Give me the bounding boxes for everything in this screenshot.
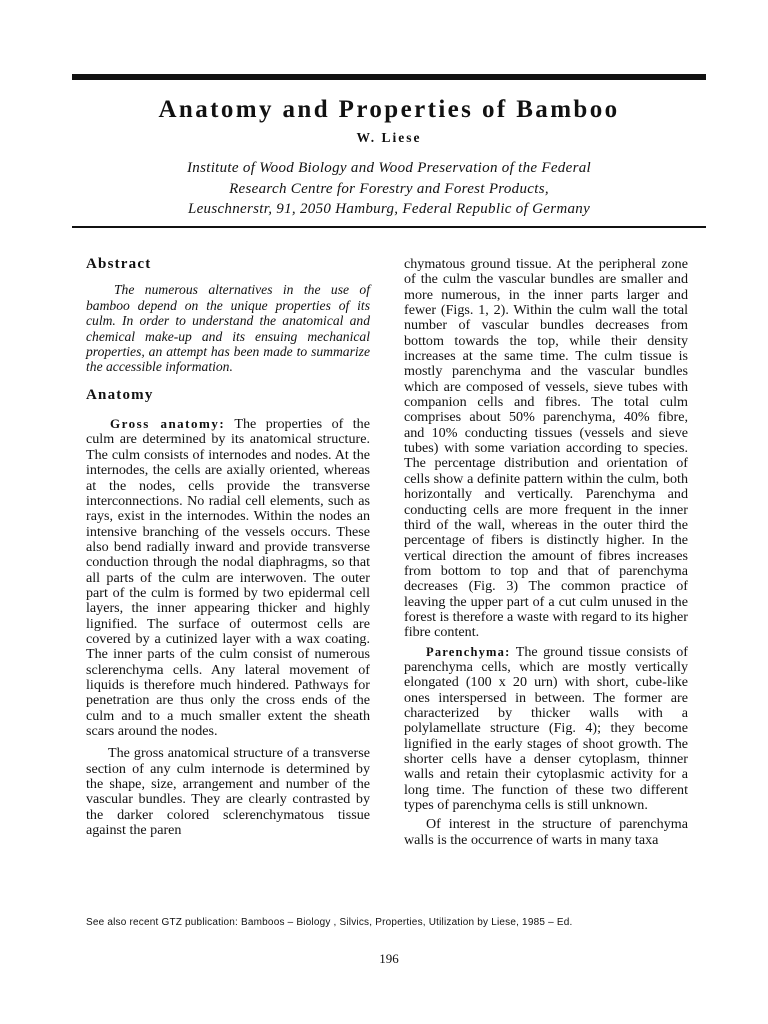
parenchyma-label: Parenchyma: (426, 644, 511, 659)
cross-section-paragraph: The gross anatomical structure of a transverse section of any culm internode is determined by the shape, size, arrangement and number of the vascular bundles. They are clearly contrasted by the darker colored sclerenchymatous tissue against the paren (86, 745, 370, 839)
gross-anatomy-text: The properties of the culm are determined by its anatomical structure. The culm consists of internodes and nodes. At the internodes, the cells are axially oriented, whereas at the nodes, cells provide the transverse interconnections. No radial cell elements, such as rays, exist in the internodes. Within the nodes an intensive branching of the vessels occurs. These also bend radially inward and provide transverse conduction through the nodal diaphragms, so that all parts of the culm are interwoven. The outer part of the culm is formed by two epidermal cell layers, the inner appearing thicker and highly lignified. The surface of outermost cells are covered by a cutinized layer with a wax coating. The inner parts of the culm consist of numerous sclerenchyma cells. Any lateral movement of liquids is therefore much hindered. Pathways for penetration are thus only the cross ends of the culm and to a much smaller extent the sheath scars around the nodes. (86, 416, 370, 739)
top-rule (72, 74, 706, 80)
abstract-heading: Abstract (86, 256, 152, 272)
page-number: 196 (379, 951, 399, 966)
affiliation (72, 158, 706, 220)
affiliation-line: Research Centre for Forestry and Forest Products, (229, 180, 549, 197)
affiliation-line: Institute of Wood Biology and Wood Preservation of the Federal (187, 160, 591, 176)
warts-paragraph: Of interest in the structure of parenchyma walls is the occurrence of warts in many taxa (404, 816, 688, 848)
anatomy-heading: Anatomy (86, 386, 154, 403)
right-column (404, 257, 688, 848)
author-name: W. Liese (356, 130, 422, 145)
gross-anatomy-paragraph (86, 416, 370, 739)
parenchyma-paragraph (404, 645, 688, 814)
ground-tissue-paragraph: chymatous ground tissue. At the peripheral zone of the culm the vascular bundles are smaller and more numerous, in the inner parts larger and fewer (Figs. 1, 2). Within the culm wall the total number of vascular bundles decreases from bottom towards the top, while their density increases at the same time. The culm tissue is mostly parenchyma and the vascular bundles which are composed of vessels, sieve tubes with companion cells and fibres. The total culm comprises about 50% parenchyma, 40% fibre, and 10% conducting tissues (vessels and sieve tubes) with some variation according to species. The percentage distribution and orientation of cells show a definite pattern within the culm, both horizontally and vertically. Parenchyma and conducting cells are more frequent in the inner third of the wall, whereas in the outer third the percentage of fibers is distinctly higher. In the vertical direction the amount of fibres increases from bottom to top and that of parenchyma decreases (Fig. 3) The common practice of leaving the upper part of a cut culm unused in the forest is therefore a waste with regard to its higher fibre content. (404, 256, 688, 641)
gross-anatomy-label: Gross anatomy: (110, 416, 226, 432)
left-column (86, 257, 370, 838)
affiliation-line: Leuschnerstr, 91, 2050 Hamburg, Federal Republic of Germany (187, 201, 591, 217)
paper-title: Anatomy and Properties of Bamboo (158, 96, 620, 123)
abstract-text: The numerous alternatives in the use of bamboo depend on the unique properties of its culm. In order to understand the anatomical and chemical make-up and its ensuing mechanical properties, an attempt has been made to summarize the accessible information. (86, 282, 370, 375)
header-rule (72, 226, 706, 228)
footnote: See also recent GTZ publication: Bamboos – Biology , Silvics, Properties, Utilization by Liese, 1985 – Ed. (86, 917, 573, 928)
parenchyma-text: The ground tissue consists of parenchyma cells, which are mostly vertically elongated (100 x 20 urn) with short, cube-like ones interspersed in between. The former are characterized by thicker walls with a polylamellate structure (Fig. 4); they become lignified in the early stages of shoot growth. The shorter cells have a denser cytoplasm, thinner walls and retain their cytoplasmic activity for a long time. The function of these two different types of parenchyma cells is still unknown. (404, 643, 688, 814)
